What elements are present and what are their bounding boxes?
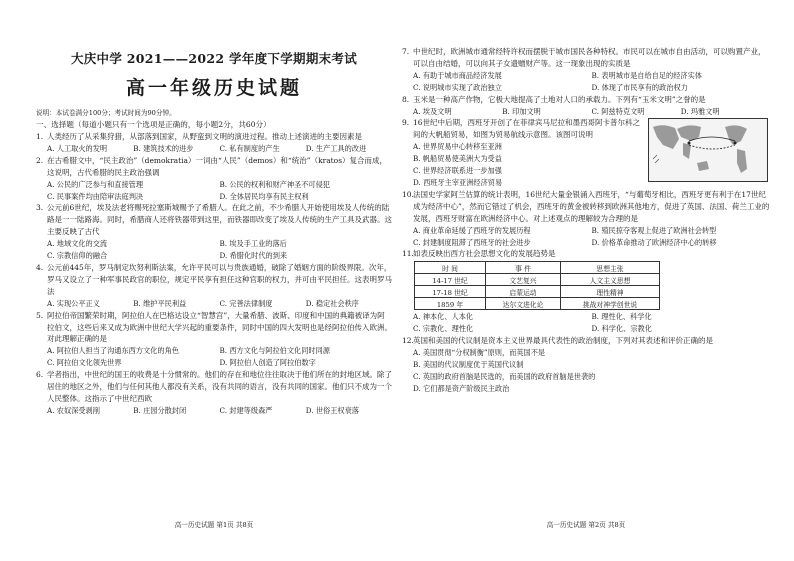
question-text: 在古希腊文中，“民主政治”（demokratia）一词由“人民”（demos）和“统治”（kratos）复合而成，这说明，古代希腊的民主政治强调 [47, 155, 388, 177]
option-b: B. 公民的权利和财产神圣不可侵犯 [219, 179, 330, 189]
option-a: A. 实现公平正义 [47, 298, 100, 308]
option-c: C. 阿兹特克文明 [591, 106, 645, 116]
question-number: 10. [402, 189, 414, 199]
table-header: 事 件 [486, 262, 561, 274]
question-1 [36, 131, 392, 155]
question-number: 4. [36, 262, 44, 272]
option-b: B. 印加文明 [502, 106, 541, 116]
table-cell: 17-18 世纪 [415, 286, 486, 298]
option-c: C. 私有制度的产生 [219, 143, 280, 153]
option-d: D. 世俗王权衰落 [305, 405, 359, 415]
option-c: C. 宗教信仰的融合 [47, 251, 108, 261]
option-b: B. 殖民掠夺客观上促进了欧洲社会转型 [591, 225, 717, 235]
question-text: 16世纪中后期，西班牙开创了在菲律宾马尼拉和墨西哥阿卡普尔科之间的大帆船贸易，如图为贸易航线示意图。该图可说明 [413, 118, 641, 140]
option-b: B. 美国的代议制度优于英国代议制 [413, 359, 524, 369]
option-a: A. 有助于城市商品经济发展 [413, 70, 502, 80]
question-text: 如表反映出西方社会思想文化的发展趋势是 [413, 249, 556, 259]
table-cell: 挑战对神学创世说 [561, 298, 660, 310]
question-number: 3. [36, 203, 44, 213]
option-a: A. 世界贸易中心转移至亚洲 [413, 142, 502, 152]
option-b: B. 埃及手工业的落后 [219, 239, 287, 249]
table-row [415, 286, 660, 298]
question-11 [402, 248, 770, 335]
question-number: 8. [402, 94, 410, 104]
option-d: D. 西班牙主宰亚洲经济贸易 [413, 177, 503, 187]
question-text: 公元前445年，罗马制定坎努利斯法案，允许平民可以与贵族通婚，破除了婚姻方面的阶级界限。次年，罗马又设立了一种军事民政官的职位，规定平民享有担任这种官职的权力，并可由平民担任。这表明罗马法 [47, 262, 392, 296]
table-header-row [415, 262, 660, 274]
option-d: D. 科学化、宗教化 [591, 324, 652, 334]
question-text: 阿拉伯帝国繁荣时期，阿拉伯人在巴格达设立“智慧宫”，大量希腊、波斯、印度和中国的典籍被译为阿拉伯文，这些后来又成为欧洲中世纪大学兴起的重要条件，同时中国的四大发明也是经阿拉伯传入欧洲。对此理解正确的是 [47, 310, 392, 344]
table-cell: 理性精神 [561, 286, 660, 298]
option-c: C. 完善法律制度 [219, 298, 273, 308]
option-c: C. 说明城市实现了政治独立 [413, 82, 502, 92]
option-d: D. 它们都是资产阶级民主政治 [413, 383, 510, 393]
question-12 [402, 335, 770, 395]
option-a: A. 公民的广泛参与和直接管理 [47, 179, 144, 189]
option-c: C. 英国的政府首脑是民选的，而美国的政府首脑是世袭的 [413, 371, 596, 381]
question-text: 玉米是一种高产作物，它极大地提高了土地对人口的承载力。下列有“玉米文明”之誉的是 [413, 94, 706, 104]
table-header: 时 间 [415, 262, 486, 274]
left-page [36, 0, 392, 561]
question-3 [36, 202, 392, 262]
question-9 [402, 117, 770, 188]
question-text: 英国和美国的代议制是资本主义世界最具代表性的政治制度，下列对其表述和评价正确的是 [413, 336, 713, 346]
option-a: A. 神本化、人本化 [413, 312, 474, 322]
option-b: B. 维护平民利益 [133, 298, 187, 308]
option-a: A. 地域文化的交流 [47, 239, 108, 249]
page-footer: 高一历史试题 第2页 共8页 [546, 521, 626, 529]
option-c: C. 阿拉伯文化领先世界 [47, 358, 122, 368]
option-a: A. 阿拉伯人担当了沟通东西方文化的角色 [47, 346, 179, 356]
option-d: D. 稳定社会秩序 [305, 298, 359, 308]
question-text: 法国史学家阿兰估算的统计表明，16世纪大量金银涌入西班牙，“与葡萄牙相比，西班牙更有利于在17世纪成为经济中心”，然而它错过了机会，西班牙的黄金被转移到欧洲其他地方，促进了英国、法国、荷兰工业的发展，西班牙财富在欧洲经济中心。对上述观点的理解较为合理的是 [413, 189, 770, 223]
option-c: C. 宗教化、理性化 [413, 324, 474, 334]
option-d: D. 价格革命推动了欧洲经济中心的转移 [591, 237, 717, 247]
table-cell: 人文主义思想 [561, 274, 660, 286]
question-5 [36, 310, 392, 370]
option-b: B. 帆船贸易使美洲大为受益 [413, 154, 502, 164]
question-text: 公元前6世纪，埃及法老将赐死拉塞斯城赐予了希腊人。在此之前，不少希腊人开始使用埃及人传统的陆路是一一陆路海。同时，希腊商人还将铁器带到这里，而铁器即改变了埃及人传统的生产工具及武器。这主要反映了古代 [47, 203, 392, 237]
question-number: 2. [36, 155, 44, 165]
section-heading: 一、选择题（每道小题只有一个选项是正确的，每小题2分，共60分） [36, 120, 271, 129]
table-cell: 14-17 世纪 [415, 274, 486, 286]
table-cell: 达尔文进化论 [486, 298, 561, 310]
option-a: A. 商业革命延缓了西班牙的发展历程 [413, 225, 531, 235]
option-d: D. 阿拉伯人创造了阿拉伯数字 [219, 358, 316, 368]
question-number: 5. [36, 310, 44, 320]
table-cell: 启蒙运动 [486, 286, 561, 298]
question-number: 12. [402, 336, 414, 346]
option-c: C. 世界经济联系进一步加强 [413, 166, 502, 176]
option-a: A. 人工取火的发明 [47, 143, 108, 153]
option-c: C. 封建等级森严 [219, 405, 273, 415]
option-c: C. 民事案件均由陪审法庭判决 [47, 191, 144, 201]
question-text: 人类经历了从采集狩猎，从部落到国家，从野蛮到文明的演进过程。推动上述演进的主要因素是 [47, 132, 362, 141]
table-row [415, 298, 660, 310]
question-4 [36, 262, 392, 310]
page-footer: 高一历史试题 第1页 共8页 [174, 521, 254, 529]
option-d: D. 全体居民均享有民主权利 [219, 191, 309, 201]
table-cell: 1859 年 [415, 298, 486, 310]
question-number: 9. [402, 118, 410, 128]
option-d: D. 希腊化时代的到来 [219, 251, 288, 261]
option-a: A. 农奴深受剥削 [47, 405, 100, 415]
thought-table [414, 261, 660, 310]
question-2 [36, 155, 392, 203]
option-b: B. 庄园分散封闭 [133, 405, 187, 415]
table-header: 思想主张 [561, 262, 660, 274]
option-d: D. 玛雅文明 [680, 106, 720, 116]
question-6 [36, 369, 392, 417]
option-b: B. 西方文化与阿拉伯文化同时同源 [219, 346, 330, 356]
option-b: B. 建筑技术的进步 [133, 143, 194, 153]
right-page [402, 0, 770, 561]
option-d: D. 体现了市民享有的政治权力 [591, 82, 688, 92]
option-a: A. 美国贯彻“分权制衡”原则，而英国不是 [413, 348, 546, 358]
question-number: 1. [36, 132, 44, 141]
question-8 [402, 94, 770, 118]
option-b: B. 理性化、科学化 [591, 312, 652, 322]
question-number: 11. [402, 249, 414, 259]
exam-note: 说明：本试卷满分100分；考试时间为90分钟。 [36, 109, 176, 117]
option-c: C. 封建制度阻滞了西班牙的社会进步 [413, 237, 531, 247]
question-number: 6. [36, 370, 44, 380]
option-a: A. 埃及文明 [413, 106, 452, 116]
question-text: 中世纪时，欧洲城市通常经特许权而摆脱于城市国民各种特权。市民可以在城市自由活动，可以购置产业，可以自由结婚，可以向其子女遗赠财产等。这一现象出现的实质是 [413, 47, 766, 68]
exam-title: 大庆中学 2021——2022 学年度下学期期末考试 [70, 51, 358, 66]
question-10 [402, 189, 770, 249]
question-text: 学者指出，中世纪的国王的收费是十分惯常的。他们的存在和地位往往取决于他们所在的封地区域。除了居住的地区之外，他们与任何其他人都没有关系，没有共同的语言，没有共同的国家。他们只不成为一个人民整体。这指示了中世纪西欧 [47, 370, 392, 403]
table-cell: 文艺复兴 [486, 274, 561, 286]
table-row [415, 274, 660, 286]
option-b: B. 表明城市是自给自足的经济实体 [591, 70, 702, 80]
subject-title: 高一年级历史试题 [125, 77, 302, 99]
question-7 [402, 46, 770, 94]
question-number: 7. [402, 47, 410, 56]
option-d: D. 生产工具的改进 [305, 143, 367, 153]
